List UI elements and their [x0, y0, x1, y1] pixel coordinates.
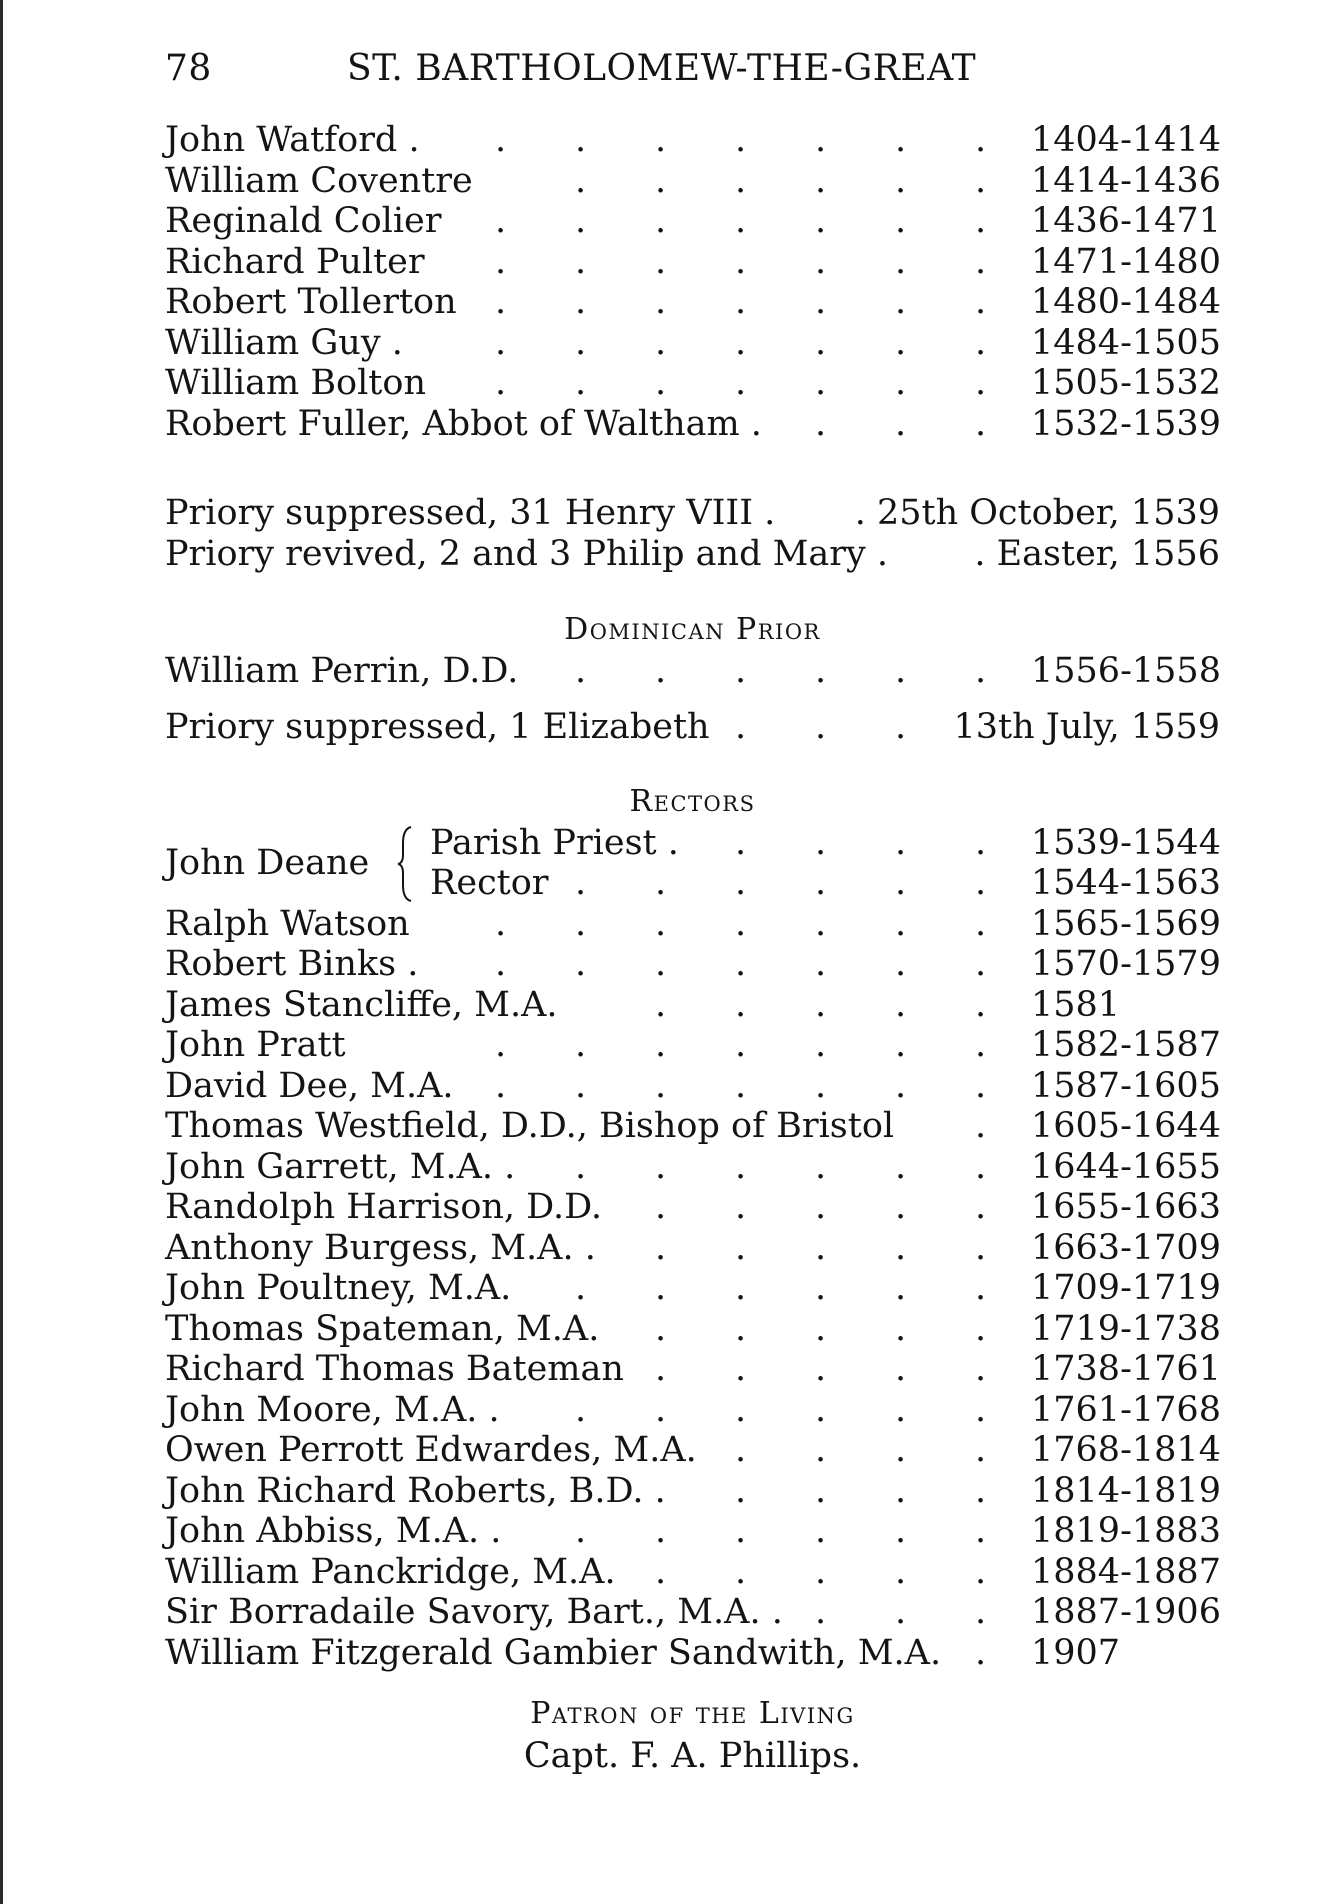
leader-dot: . — [655, 322, 667, 363]
leader-dot: . — [575, 363, 587, 403]
leader-dot: . — [655, 1187, 667, 1227]
leader-dot: . — [815, 1430, 827, 1470]
list-item: John Moore, M.A. . . . . . . . 1761-1768 — [165, 1389, 1221, 1430]
leader-dot: . — [815, 1389, 827, 1430]
leader-dot: . — [495, 322, 507, 363]
leader-dot: . — [975, 984, 987, 1025]
leader-dot: . — [655, 1065, 667, 1106]
leader-dot: . — [895, 1470, 907, 1511]
priors-list — [165, 120, 1220, 444]
leader-dot: . — [575, 201, 587, 241]
page-edge — [0, 0, 3, 1904]
leader-dot: . — [735, 1551, 747, 1592]
leader-dot: . — [735, 944, 747, 984]
leader-dot: . — [975, 1025, 987, 1065]
leader-dot: . — [735, 322, 747, 363]
leader-dot: . — [895, 1389, 907, 1430]
leader-dot: . — [975, 322, 987, 363]
leader-dot: . — [575, 903, 587, 944]
list-item: Robert Tollerton . . . . . . . 1480-1484 — [165, 282, 1221, 322]
leader-dot: . — [655, 1227, 667, 1268]
leader-dot: . — [735, 863, 747, 903]
leader-dot: . — [975, 650, 987, 691]
leader-dot: . — [815, 707, 827, 747]
leader-dot: . — [895, 160, 907, 201]
leader-dot: . — [735, 1470, 747, 1511]
leader-dot: . — [575, 863, 587, 903]
leader-dot: . — [975, 1227, 987, 1268]
leader-dot: . — [815, 363, 827, 403]
leader-dot: . — [815, 1592, 827, 1632]
leader-dot: . — [815, 1551, 827, 1592]
leader-dot: . — [975, 1430, 987, 1470]
leader-dot: . — [575, 1065, 587, 1106]
patron-section — [165, 1694, 1220, 1777]
leader-dot: . — [975, 1187, 987, 1227]
leader-dot: . — [895, 120, 907, 160]
leader-dot: . — [975, 1551, 987, 1592]
leader-dot: . — [655, 1025, 667, 1065]
leader-dot: . — [975, 160, 987, 201]
leader-dot: . — [815, 1349, 827, 1389]
leader-dot: . — [735, 1389, 747, 1430]
leader-dot: . — [815, 282, 827, 322]
list-item: Richard Thomas Bateman . . . . . 1738-1761 — [165, 1349, 1221, 1389]
leader-dot: . — [495, 282, 507, 322]
list-item: John Poultney, M.A. . . . . . . 1709-1719 — [165, 1268, 1221, 1308]
leader-dot: . — [815, 1227, 827, 1268]
leader-dot: . — [815, 822, 827, 863]
leader-dot: . — [655, 650, 667, 691]
leader-dot: . — [895, 363, 907, 403]
leader-dot: . — [815, 403, 827, 444]
leader-dot: . — [815, 1308, 827, 1349]
list-item: John Watford . . . . . . . . 1404-1414 — [165, 120, 1221, 160]
leader-dot: . — [895, 1268, 907, 1308]
list-item: Richard Pulter . . . . . . . 1471-1480 — [165, 241, 1221, 282]
leader-dot: . — [735, 282, 747, 322]
leader-dot: . — [975, 282, 987, 322]
list-item: John Pratt . . . . . . . 1582-1587 — [165, 1025, 1221, 1065]
list-item: James Stancliffe, M.A. . . . . . 1581 — [165, 985, 1220, 1026]
leader-dot: . — [975, 120, 987, 160]
leader-dot: . — [495, 120, 507, 160]
leader-dot: . — [575, 1146, 587, 1187]
leader-dot: . — [495, 1025, 507, 1065]
patron-name: Capt. F. A. Phillips. — [523, 1735, 862, 1776]
leader-dot: . — [815, 1511, 827, 1551]
leader-dot: . — [815, 984, 827, 1025]
leader-dot: . — [495, 1065, 507, 1106]
list-item: Priory suppressed, 31 Henry VIII . . 25th October, 1539 — [165, 493, 1220, 533]
leader-dot: . — [655, 1308, 667, 1349]
leader-dot: . — [575, 1389, 587, 1430]
list-item: Parish Priest . . . . . 1539-1544 — [165, 823, 1220, 864]
leader-dot: . — [815, 650, 827, 691]
leader-dot: . — [655, 1146, 667, 1187]
leader-dot: . — [895, 1592, 907, 1632]
list-item: Robert Binks . . . . . . . . 1570-1579 — [165, 944, 1221, 984]
leader-dot: . — [815, 322, 827, 363]
leader-dot: . — [975, 822, 987, 863]
leader-dot: . — [575, 650, 587, 691]
leader-dot: . — [815, 120, 827, 160]
leader-dot: . — [975, 1308, 987, 1349]
leader-dot: . — [495, 201, 507, 241]
leader-dot: . — [575, 120, 587, 160]
leader-dot: . — [735, 1146, 747, 1187]
leader-dot: . — [735, 241, 747, 282]
leader-dot: . — [815, 903, 827, 944]
leader-dot: . — [575, 282, 587, 322]
leader-dot: . — [975, 1389, 987, 1430]
list-item: David Dee, M.A. . . . . . . . 1587-1605 — [165, 1065, 1221, 1106]
leader-dot: . — [735, 1227, 747, 1268]
leader-dot: . — [815, 1146, 827, 1187]
list-item: William Coventre . . . . . . 1414-1436 — [165, 160, 1221, 201]
section-heading: Dominican Prior — [564, 612, 821, 647]
leader-dot: . — [895, 1187, 907, 1227]
list-item: John Richard Roberts, B.D. . . . . . 1814-1819 — [165, 1470, 1221, 1511]
leader-dot: . — [735, 822, 747, 863]
list-item: Rector . . . . . . 1544-1563 — [165, 863, 1220, 904]
leader-dot: . — [735, 160, 747, 201]
page-number: 78 — [165, 48, 212, 89]
leader-dot: . — [895, 1227, 907, 1268]
leader-dot: . — [735, 120, 747, 160]
list-item: William Bolton . . . . . . . 1505-1532 — [165, 363, 1221, 403]
leader-dot: . — [895, 944, 907, 984]
leader-dot: . — [975, 1268, 987, 1308]
leader-dot: . — [975, 1592, 987, 1632]
leader-dot: . — [815, 944, 827, 984]
leader-dot: . — [895, 1349, 907, 1389]
dominican-section — [165, 610, 1220, 748]
leader-dot: . — [735, 1268, 747, 1308]
leader-dot: . — [655, 984, 667, 1025]
leader-dot: . — [895, 863, 907, 903]
leader-dot: . — [815, 241, 827, 282]
leader-dot: . — [815, 1470, 827, 1511]
rectors-section — [165, 782, 1220, 1673]
leader-dot: . — [655, 944, 667, 984]
leader-dot: . — [655, 160, 667, 201]
leader-dot: . — [815, 863, 827, 903]
john-deane-entry — [165, 823, 1220, 904]
leader-dot: . — [975, 903, 987, 944]
list-item: John Abbiss, M.A. . . . . . . . 1819-1883 — [165, 1511, 1221, 1551]
list-item: William Perrin, D.D. . . . . . . 1556-1558 — [165, 650, 1221, 691]
leader-dot: . — [735, 707, 747, 747]
leader-dot: . — [655, 282, 667, 322]
list-item: Anthony Burgess, M.A. . . . . . . 1663-1709 — [165, 1227, 1221, 1268]
leader-dot: . — [895, 1551, 907, 1592]
section-heading: Rectors — [629, 784, 756, 819]
leader-dot: . — [975, 1065, 987, 1106]
list-item: Randolph Harrison, D.D. . . . . . 1655-1663 — [165, 1187, 1221, 1227]
leader-dot: . — [815, 1025, 827, 1065]
leader-dot: . — [735, 650, 747, 691]
leader-dot: . — [735, 903, 747, 944]
leader-dot: . — [735, 1065, 747, 1106]
leader-dot: . — [975, 363, 987, 403]
leader-dot: . — [735, 1430, 747, 1470]
leader-dot: . — [655, 201, 667, 241]
list-item: Thomas Westfield, D.D., Bishop of Bristol . 1605-1644 — [165, 1106, 1221, 1146]
list-item: John Garrett, M.A. . . . . . . . 1644-1655 — [165, 1146, 1221, 1187]
leader-dot: . — [975, 1470, 987, 1511]
list-item: William Panckridge, M.A. . . . . . 1884-1887 — [165, 1551, 1221, 1592]
leader-dot: . — [655, 120, 667, 160]
leader-dot: . — [655, 1551, 667, 1592]
leader-dot: . — [655, 1349, 667, 1389]
leader-dot: . — [655, 863, 667, 903]
leader-dot: . — [815, 1065, 827, 1106]
leader-dot: . — [735, 1187, 747, 1227]
leader-dot: . — [975, 201, 987, 241]
leader-dot: . — [895, 1511, 907, 1551]
leader-dot: . — [895, 322, 907, 363]
leader-dot: . — [655, 1389, 667, 1430]
list-item: Owen Perrott Edwardes, M.A. . . . . 1768-1814 — [165, 1430, 1221, 1470]
leader-dot: . — [495, 944, 507, 984]
leader-dot: . — [575, 944, 587, 984]
leader-dot: . — [975, 1632, 987, 1673]
leader-dot: . — [735, 201, 747, 241]
leader-dot: . — [895, 241, 907, 282]
priory-events — [165, 493, 1220, 574]
leader-dot: . — [735, 1511, 747, 1551]
leader-dot: . — [655, 1511, 667, 1551]
leader-dot: . — [895, 403, 907, 444]
leader-dot: . — [975, 863, 987, 903]
leader-dot: . — [975, 1106, 987, 1146]
leader-dot: . — [815, 1268, 827, 1308]
leader-dot: . — [895, 1025, 907, 1065]
leader-dot: . — [575, 241, 587, 282]
list-item: William Fitzgerald Gambier Sandwith, M.A. . 1907 — [165, 1633, 1220, 1674]
leader-dot: . — [575, 160, 587, 201]
leader-dot: . — [735, 1025, 747, 1065]
leader-dot: . — [895, 201, 907, 241]
leader-dot: . — [895, 650, 907, 691]
leader-dot: . — [895, 822, 907, 863]
leader-dot: . — [655, 1268, 667, 1308]
leader-dot: . — [815, 1187, 827, 1227]
leader-dot: . — [895, 1430, 907, 1470]
leader-dot: . — [655, 903, 667, 944]
leader-dot: . — [735, 984, 747, 1025]
leader-dot: . — [975, 1349, 987, 1389]
rectors-list — [165, 904, 1220, 1674]
leader-dot: . — [655, 241, 667, 282]
leader-dot: . — [735, 1349, 747, 1389]
leader-dot: . — [895, 707, 907, 747]
leader-dot: . — [815, 201, 827, 241]
running-head-title: ST. BARTHOLOMEW-THE-GREAT — [347, 48, 977, 89]
deane-name: John Deane — [165, 842, 370, 883]
leader-dot: . — [655, 363, 667, 403]
leader-dot: . — [975, 944, 987, 984]
list-item: Robert Fuller, Abbot of Waltham . . . . 1532-1539 — [165, 403, 1221, 444]
leader-dot: . — [975, 1511, 987, 1551]
list-item: Priory suppressed, 1 Elizabeth . . . 13th July, 1559 — [165, 707, 1220, 747]
leader-dot: . — [895, 903, 907, 944]
leader-dot: . — [815, 160, 827, 201]
leader-dot: . — [735, 1308, 747, 1349]
leader-dot: . — [975, 1146, 987, 1187]
leader-dot: . — [575, 1025, 587, 1065]
list-item: Thomas Spateman, M.A. . . . . . 1719-1738 — [165, 1308, 1221, 1349]
leader-dot: . — [895, 282, 907, 322]
leader-dot: . — [895, 1146, 907, 1187]
list-item: Sir Borradaile Savory, Bart., M.A. . . . . 1887-1906 — [165, 1592, 1221, 1632]
list-item: Reginald Colier . . . . . . . 1436-1471 — [165, 201, 1221, 241]
leader-dot: . — [975, 403, 987, 444]
leader-dot: . — [975, 241, 987, 282]
section-heading: Patron of the Living — [530, 1696, 855, 1731]
leader-dot: . — [895, 1065, 907, 1106]
leader-dot: . — [495, 241, 507, 282]
list-item: Priory revived, 2 and 3 Philip and Mary . . Easter, 1556 — [165, 533, 1220, 574]
leader-dot: . — [575, 1268, 587, 1308]
leader-dot: . — [575, 322, 587, 363]
leader-dot: . — [895, 984, 907, 1025]
leader-dot: . — [575, 1511, 587, 1551]
leader-dot: . — [895, 1308, 907, 1349]
list-item: Ralph Watson . . . . . . . 1565-1569 — [165, 903, 1221, 944]
leader-dot: . — [495, 903, 507, 944]
leader-dot: . — [735, 363, 747, 403]
list-item: William Guy . . . . . . . . 1484-1505 — [165, 322, 1221, 363]
leader-dot: . — [495, 363, 507, 403]
